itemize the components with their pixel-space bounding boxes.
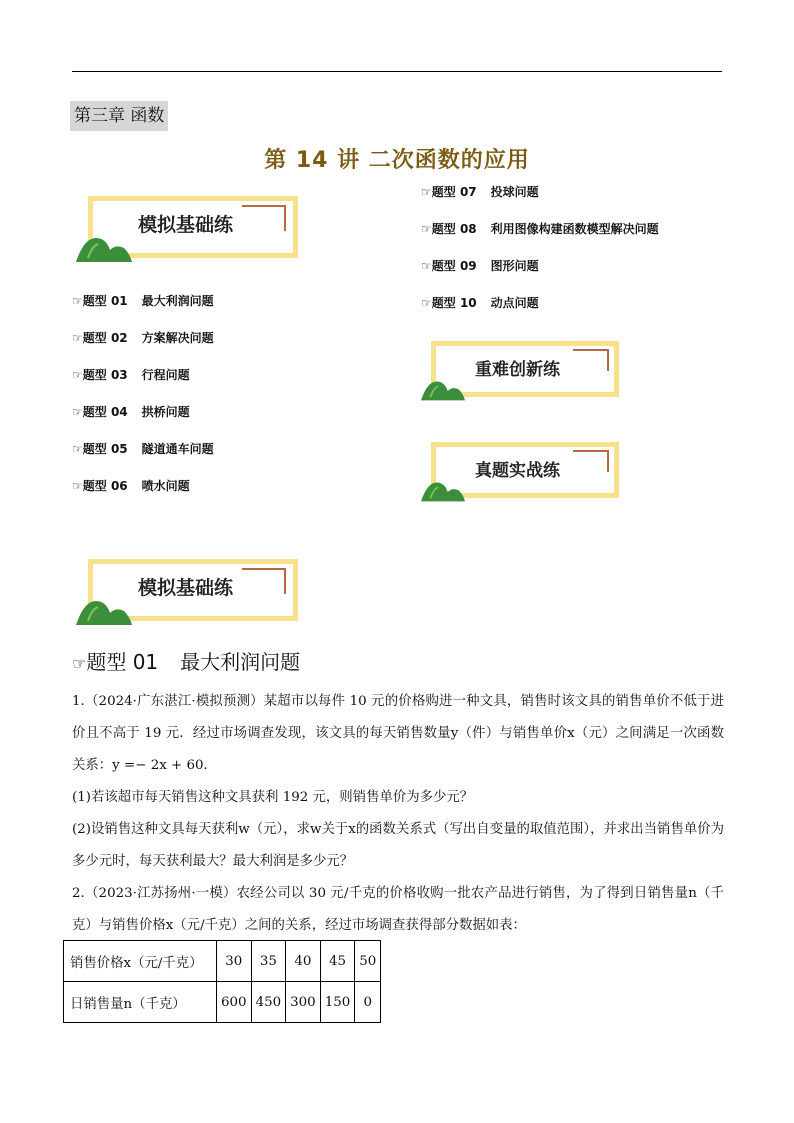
banner-basic-section	[76, 557, 302, 625]
mountain-icon	[421, 474, 465, 502]
pointing-hand-icon: ☞	[421, 259, 432, 273]
problem-1-question-1: (1)若该超市每天销售这种文具获利 192 元，则销售单价为多少元？	[72, 790, 474, 805]
table-cell: 50	[355, 941, 381, 982]
table-cell: 45	[320, 941, 355, 982]
table-cell: 600	[217, 982, 252, 1023]
toc-item-04[interactable]: ☞题型 04 拱桥问题	[72, 405, 190, 419]
toc-item-06[interactable]: ☞题型 06 喷水问题	[72, 479, 190, 493]
pointing-hand-icon: ☞	[72, 331, 83, 345]
banner-hard-label: 重难创新练	[475, 360, 560, 380]
table-cell: 450	[251, 982, 286, 1023]
pointing-hand-icon: ☞	[421, 296, 432, 310]
toc-item-05[interactable]: ☞题型 05 隧道通车问题	[72, 442, 214, 456]
section-heading: ☞题型 01 最大利润问题	[72, 650, 301, 674]
table-cell: 35	[251, 941, 286, 982]
banner-basic-section-label: 模拟基础练	[138, 577, 234, 599]
problem-1-intro: 1.（2024·广东湛江·模拟预测）某超市以每件 10 元的价格购进一种文具，销售时该文具的销售单价不低于进价且不高于 19 元．经过市场调查发现，该文具的每天销售数量y（件）与销售单价x（元）之间满足一次函数关系：y =− 2x + 60．	[72, 694, 724, 773]
pointing-hand-icon: ☞	[72, 479, 83, 493]
banner-basic-label: 模拟基础练	[138, 214, 234, 236]
table-row-header: 日销售量n（千克）	[64, 982, 217, 1023]
price-sales-table	[63, 940, 381, 1023]
table-cell: 300	[286, 982, 321, 1023]
pointing-hand-icon: ☞	[421, 185, 432, 199]
toc-item-02[interactable]: ☞题型 02 方案解决问题	[72, 331, 214, 345]
pointing-hand-icon: ☞	[72, 654, 87, 673]
toc-item-08[interactable]: ☞题型 08 利用图像构建函数模型解决问题	[421, 222, 659, 236]
chapter-label: 第三章 函数	[70, 101, 168, 131]
table-cell: 0	[355, 982, 381, 1023]
problem-2-intro: 2.（2023·江苏扬州·一模）农经公司以 30 元/千克的价格收购一批农产品进行销售，为了得到日销售量n（千克）与销售价格x（元/千克）之间的关系，经过市场调查获得部分数据如表：	[72, 886, 724, 933]
header-rule	[72, 71, 722, 72]
lecture-title: 第 14 讲 二次函数的应用	[264, 148, 530, 173]
mountain-icon	[76, 591, 132, 625]
mountain-icon	[76, 228, 132, 262]
table-cell: 150	[320, 982, 355, 1023]
pointing-hand-icon: ☞	[72, 442, 83, 456]
table-cell: 30	[217, 941, 252, 982]
mountain-icon	[421, 373, 465, 401]
pointing-hand-icon: ☞	[72, 368, 83, 382]
banner-real-label: 真题实战练	[475, 461, 560, 481]
toc-item-10[interactable]: ☞题型 10 动点问题	[421, 296, 539, 310]
banner-hard	[421, 339, 621, 401]
toc-item-01[interactable]: ☞题型 01 最大利润问题	[72, 294, 214, 308]
pointing-hand-icon: ☞	[72, 294, 83, 308]
table-row	[64, 941, 381, 982]
toc-item-07[interactable]: ☞题型 07 投球问题	[421, 185, 539, 199]
table-row-header: 销售价格x（元/千克）	[64, 941, 217, 982]
toc-item-09[interactable]: ☞题型 09 图形问题	[421, 259, 539, 273]
banner-basic	[76, 194, 302, 262]
pointing-hand-icon: ☞	[421, 222, 432, 236]
problem-1-question-2: (2)设销售这种文具每天获利w（元），求w关于x的函数关系式（写出自变量的取值范围），并求出当销售单价为多少元时，每天获利最大？最大利润是多少元？	[72, 822, 725, 869]
table-row	[64, 982, 381, 1023]
toc-item-03[interactable]: ☞题型 03 行程问题	[72, 368, 190, 382]
table-cell: 40	[286, 941, 321, 982]
banner-real	[421, 440, 621, 502]
pointing-hand-icon: ☞	[72, 405, 83, 419]
